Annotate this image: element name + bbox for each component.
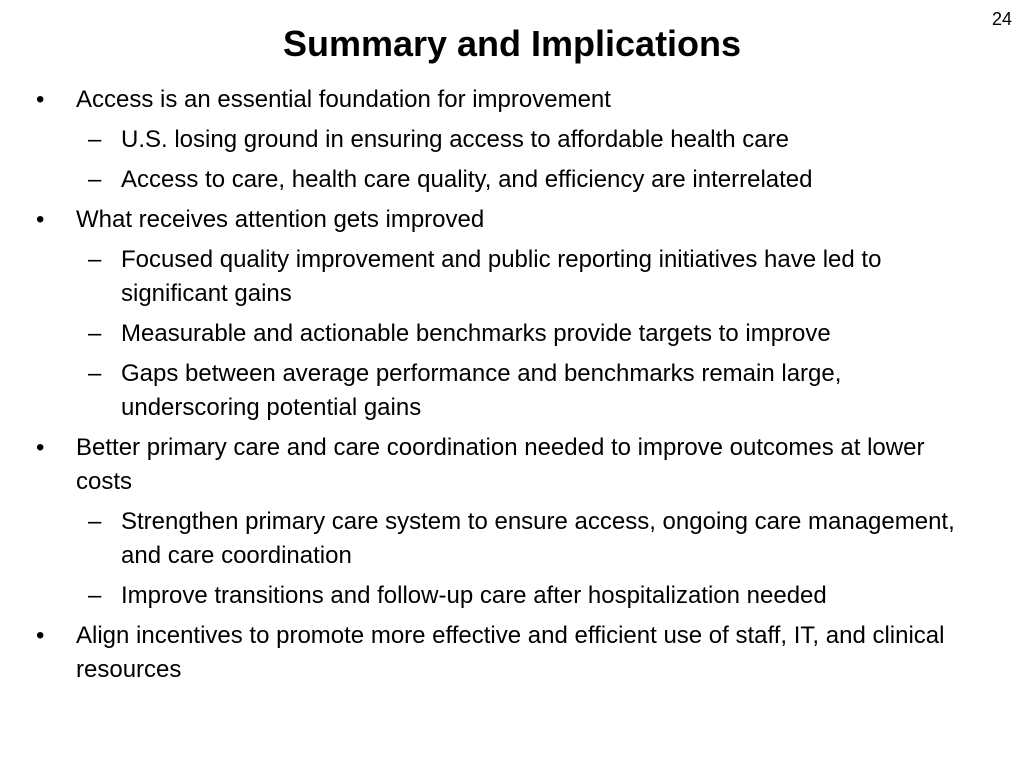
bullet-marker: • — [36, 86, 45, 113]
sub-bullet-item — [0, 317, 1024, 351]
sub-bullet-text: Access to care, health care quality, and efficiency are interrelated — [121, 166, 813, 193]
bullet-text: What receives attention gets improved — [76, 206, 485, 233]
bullet-marker: • — [36, 434, 45, 461]
sub-bullet-text: Improve transitions and follow-up care after hospitalization needed — [121, 582, 827, 609]
sub-bullet-text: Focused quality improvement and public reporting initiatives have led to significant gains — [121, 246, 882, 307]
bullet-text: Better primary care and care coordination needed to improve outcomes at lower costs — [76, 434, 925, 495]
slide-content — [0, 83, 1024, 693]
bullet-marker: • — [36, 622, 45, 649]
sub-bullet-item — [0, 163, 1024, 197]
sub-bullet-text: Strengthen primary care system to ensure access, ongoing care management, and care coordination — [121, 508, 955, 569]
slide-title: Summary and Implications — [282, 23, 742, 64]
sub-bullet-item — [0, 123, 1024, 157]
sub-bullet-marker: – — [88, 320, 102, 347]
sub-bullet-text: Gaps between average performance and benchmarks remain large, underscoring potential gains — [121, 360, 842, 421]
sub-bullet-text: Measurable and actionable benchmarks provide targets to improve — [121, 320, 831, 347]
bullet-text: Access is an essential foundation for improvement — [76, 86, 611, 113]
sub-bullet-item — [0, 579, 1024, 613]
sub-bullet-marker: – — [88, 360, 102, 387]
bullet-item — [0, 431, 1024, 499]
sub-bullet-marker: – — [88, 166, 102, 193]
bullet-item — [0, 619, 1024, 687]
bullet-item — [0, 83, 1024, 117]
sub-bullet-item — [0, 243, 1024, 311]
sub-bullet-marker: – — [88, 508, 102, 535]
sub-bullet-item — [0, 357, 1024, 425]
bullet-text: Align incentives to promote more effective and efficient use of staff, IT, and clinical resources — [76, 622, 945, 683]
sub-bullet-item — [0, 505, 1024, 573]
sub-bullet-marker: – — [88, 126, 102, 153]
sub-bullet-marker: – — [88, 246, 102, 273]
sub-bullet-marker: – — [88, 582, 102, 609]
sub-bullet-text: U.S. losing ground in ensuring access to affordable health care — [121, 126, 789, 153]
page-number: 24 — [991, 9, 1012, 29]
bullet-marker: • — [36, 206, 45, 233]
bullet-item — [0, 203, 1024, 237]
